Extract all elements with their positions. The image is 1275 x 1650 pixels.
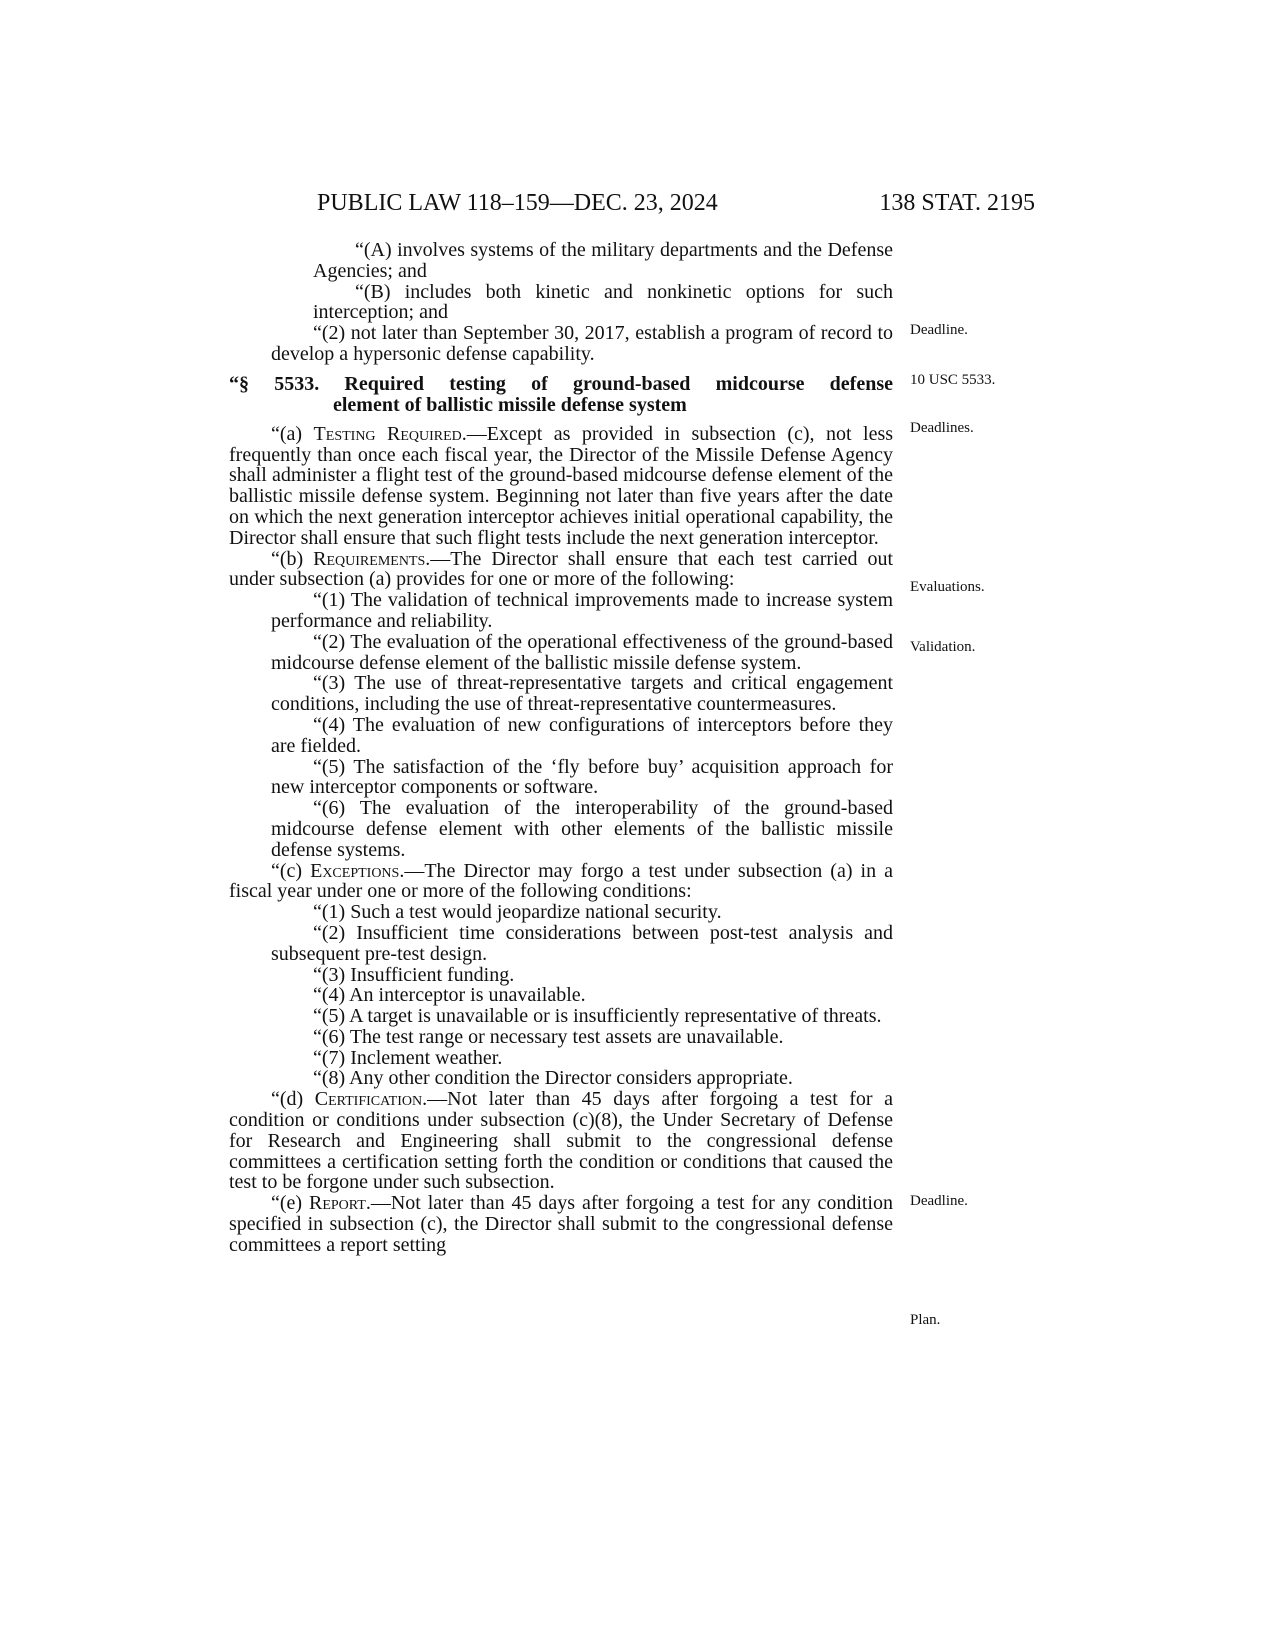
subsection-e-prefix: “(e)	[271, 1192, 309, 1215]
subsection-c-text: .—The Director may forgo a test under subsection (a) in a fiscal year under one or more of the following conditions:	[229, 859, 893, 903]
margin-note-deadlines: Deadlines.	[910, 420, 974, 436]
subsection-d-prefix: “(d)	[271, 1088, 315, 1111]
paragraph-b1: “(1) The validation of technical improvements made to increase system performance and reliability.	[271, 589, 893, 632]
subsection-e	[229, 1193, 893, 1255]
subsection-c-title: Exceptions	[310, 859, 400, 882]
paragraph-b4: “(4) The evaluation of new configurations of interceptors before they are fielded.	[271, 713, 893, 757]
page-header	[229, 188, 1035, 218]
subsection-d	[229, 1089, 893, 1193]
subsection-d-title: Certification	[314, 1088, 423, 1111]
margin-note-deadline-1: Deadline.	[910, 322, 968, 338]
paragraph-a-A: “(A) involves systems of the military departments and the Defense Agencies; and	[313, 239, 893, 282]
margin-note-usc: 10 USC 5533.	[910, 372, 996, 388]
subsection-b	[229, 549, 893, 591]
subsection-a	[229, 424, 893, 549]
subsection-e-title: Report	[308, 1192, 366, 1215]
subsection-e-text: .—Not later than 45 days after forgoing a test for any condition specified in subsection (c), the Director shall submit to the congressional defense committees a report setting	[229, 1192, 893, 1256]
paragraph-2: “(2) not later than September 30, 2017, establish a program of record to develop a hypersonic defense capability.	[271, 322, 893, 365]
paragraph-b3: “(3) The use of threat-representative targets and critical engagement conditions, including the use of threat-representative countermeasures.	[271, 672, 893, 716]
paragraph-c2: “(2) Insufficient time considerations between post-test analysis and subsequent pre-test design.	[271, 921, 893, 965]
header-stat-page: 138 STAT. 2195	[879, 190, 1035, 216]
subsection-b-title: Requirements	[313, 547, 426, 570]
margin-note-deadline-2: Deadline.	[910, 1193, 968, 1209]
subsection-a-prefix: “(a)	[271, 422, 314, 445]
subsection-c-prefix: “(c)	[271, 859, 311, 882]
document-body	[229, 240, 893, 1256]
paragraph-c4: “(4) An interceptor is unavailable.	[313, 984, 586, 1007]
subsection-a-title: Testing Required	[313, 422, 462, 445]
paragraph-b2: “(2) The evaluation of the operational effectiveness of the ground-based midcourse defense element of the ballistic missile defense system.	[271, 630, 893, 674]
margin-note-evaluations: Evaluations.	[910, 579, 985, 595]
subsection-b-prefix: “(b)	[271, 547, 314, 570]
section-heading	[229, 374, 893, 416]
subsection-b-text: .—The Director shall ensure that each test carried out under subsection (a) provides for one or more of the following:	[229, 547, 894, 591]
paragraph-b5: “(5) The satisfaction of the ‘fly before buy’ acquisition approach for new interceptor components or software.	[271, 755, 893, 799]
section-heading-line1: “§ 5533. Required testing of ground-based midcourse defense	[229, 372, 893, 395]
paragraph-c8: “(8) Any other condition the Director considers appropriate.	[313, 1067, 793, 1090]
paragraph-b6: “(6) The evaluation of the interoperability of the ground-based midcourse defense element with other elements of the ballistic missile defense systems.	[271, 797, 893, 861]
paragraph-c5: “(5) A target is unavailable or is insufficiently representative of threats.	[313, 1005, 882, 1028]
paragraph-c6: “(6) The test range or necessary test assets are unavailable.	[313, 1025, 784, 1048]
header-law-citation: PUBLIC LAW 118–159—DEC. 23, 2024	[317, 190, 718, 216]
margin-note-validation: Validation.	[910, 639, 976, 655]
paragraph-c7: “(7) Inclement weather.	[313, 1046, 503, 1069]
paragraph-a-B: “(B) includes both kinetic and nonkinetic options for such interception; and	[313, 280, 893, 324]
paragraph-c1: “(1) Such a test would jeopardize national security.	[313, 901, 722, 924]
section-heading-line2: element of ballistic missile defense system	[333, 393, 687, 416]
margin-note-plan: Plan.	[910, 1312, 941, 1328]
subsection-c	[229, 861, 893, 903]
subsection-d-text: .—Not later than 45 days after forgoing a test for a condition or conditions under subsection (c)(8), the Under Secretary of Defense for Research and Engineering shall submit to the congressional defense committees a certification setting forth the condition or conditions that caused the test to be forgone under such subsection.	[229, 1088, 893, 1194]
subsection-a-text: .—Except as provided in subsection (c), not less frequently than once each fiscal year, the Director of the Missile Defense Agency shall administer a flight test of the ground-based midcourse defense element of the ballistic missile defense system. Beginning not later than five years after the date on which the next generation interceptor achieves initial operational capability, the Director shall ensure that such flight tests include the next generation interceptor.	[229, 422, 894, 549]
paragraph-c3: “(3) Insufficient funding.	[313, 963, 515, 986]
